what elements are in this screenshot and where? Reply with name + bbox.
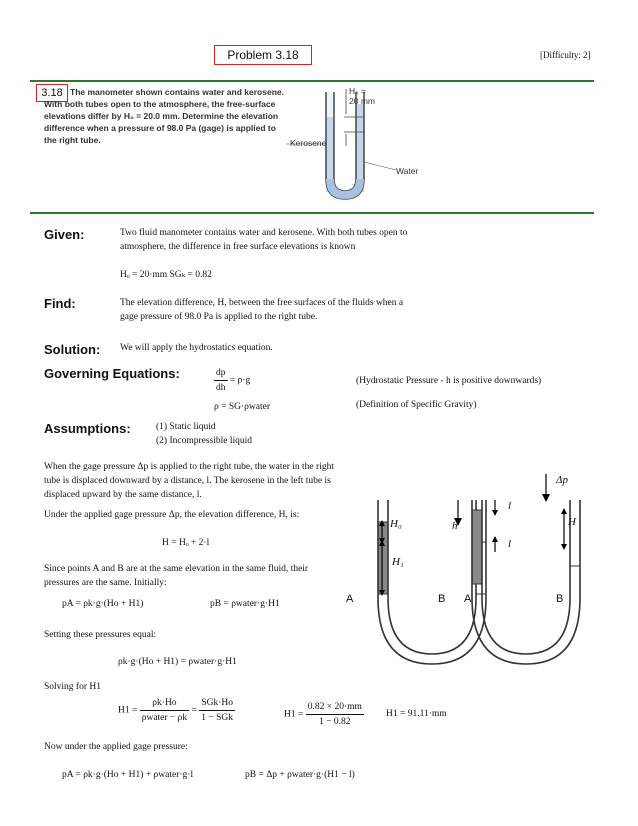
eq-pA-initial: pA = ρk·g·(Ho + H1) — [62, 599, 144, 609]
label-h: h — [452, 520, 458, 532]
problem-statement: The manometer shown contains water and kerosene. With both tubes open to the atmosphere, the free-surface elevations differ by H₀ = 20.0 mm. Determine the elevation difference when a pressure of 98.0 Pa (gage) is applied to the right tube. — [44, 87, 284, 145]
label-l-bottom: l — [508, 538, 512, 550]
eq-result: H1 = 91.11·mm — [386, 709, 447, 719]
assumption-item: (1) Static liquid — [156, 422, 216, 432]
governing-eq2: ρ = SG·ρwater — [214, 402, 270, 412]
paragraph-solving: Solving for H1 — [44, 682, 102, 692]
kerosene-label: Kerosene — [290, 138, 327, 148]
find-label: Find: — [44, 296, 76, 311]
h0-label: H₀ = 20 mm — [349, 86, 375, 106]
paragraph-pressures: Since points A and B are at the same elevation in the same fluid, their pressures are the same. Initially: — [44, 564, 309, 588]
label-A-left: A — [346, 593, 354, 605]
label-l-top: l — [508, 500, 512, 512]
eq-pB-applied: pB = Δp + ρwater·g·(H1 − l) — [245, 770, 355, 780]
paragraph-elevation: Under the applied gage pressure Δp, the elevation difference, H, is: — [44, 510, 300, 520]
paragraph-setting: Setting these pressures equal: — [44, 630, 157, 640]
eq-equal: ρk·g·(Ho + H1) = ρwater·g·H1 — [118, 657, 237, 667]
problem-number: 3.18 — [36, 84, 68, 102]
find-text: The elevation difference, H, between the free surfaces of the fluids when a gage pressure of 98.0 Pa is applied to the right tube. — [120, 298, 404, 322]
middle-rule — [30, 212, 594, 214]
paragraph-displacement: When the gage pressure Δp is applied to the right tube, the water in the right tube is displaced downward by a distance, l. The kerosene in the left tube is displaced upward by the same distance, l. — [44, 462, 334, 500]
label-A-right: A — [464, 593, 472, 605]
solution-label: Solution: — [44, 342, 101, 357]
label-dp: Δp — [556, 474, 568, 486]
assumption-item: (2) Incompressible liquid — [156, 436, 253, 446]
label-H: H — [568, 516, 576, 528]
governing-label: Governing Equations: — [44, 366, 180, 381]
assumptions-list — [156, 420, 252, 448]
given-label: Given: — [44, 227, 85, 242]
manometer-diagram — [340, 470, 600, 680]
governing-eq1-note: (Hydrostatic Pressure - h is positive downwards) — [356, 376, 542, 386]
eq-numeric: H1 = $\frac{0.82 \times 20\cdot mm}{1 - 0.82}$ — [284, 702, 362, 727]
label-B-left: B — [438, 593, 446, 605]
problem-title: Problem 3.18 — [227, 48, 299, 62]
eq-solve: H1 = $\frac{\rho k\cdot Ho}{\text{ρwater − ρk}}$ = $\frac{\text{SGk·Ho}}{\text{1 − SGk}}$ — [118, 698, 234, 723]
eq-H: H = Hₒ + 2·l — [162, 538, 210, 548]
water-label: Water — [396, 166, 419, 176]
given-text: Two fluid manometer contains water and kerosene. With both tubes open to atmosphere, the difference in free surface elevations is known — [120, 228, 408, 252]
assumptions-label: Assumptions: — [44, 421, 131, 436]
solution-text: We will apply the hydrostatics equation. — [120, 343, 273, 353]
eq-pA-applied: pA = ρk·g·(Ho + H1) + ρwater·g·l — [62, 770, 194, 780]
problem-title-box — [214, 45, 312, 65]
label-Ho: H₀ — [390, 518, 402, 530]
label-B-right: B — [556, 593, 564, 605]
top-rule — [30, 80, 594, 82]
governing-eq2-note: (Definition of Specific Gravity) — [356, 400, 477, 410]
paragraph-applied: Now under the applied gage pressure: — [44, 742, 188, 752]
difficulty-label: [Difficulty: 2] — [540, 50, 591, 60]
governing-eq1: $\frac{dp}{dh}$ = ρ·g — [216, 368, 251, 393]
label-H1: H₁ — [392, 556, 404, 568]
given-values: Hₒ = 20·mm SGₖ = 0.82 — [120, 270, 212, 280]
eq-pB-initial: pB = ρwater·g·H1 — [210, 599, 280, 609]
